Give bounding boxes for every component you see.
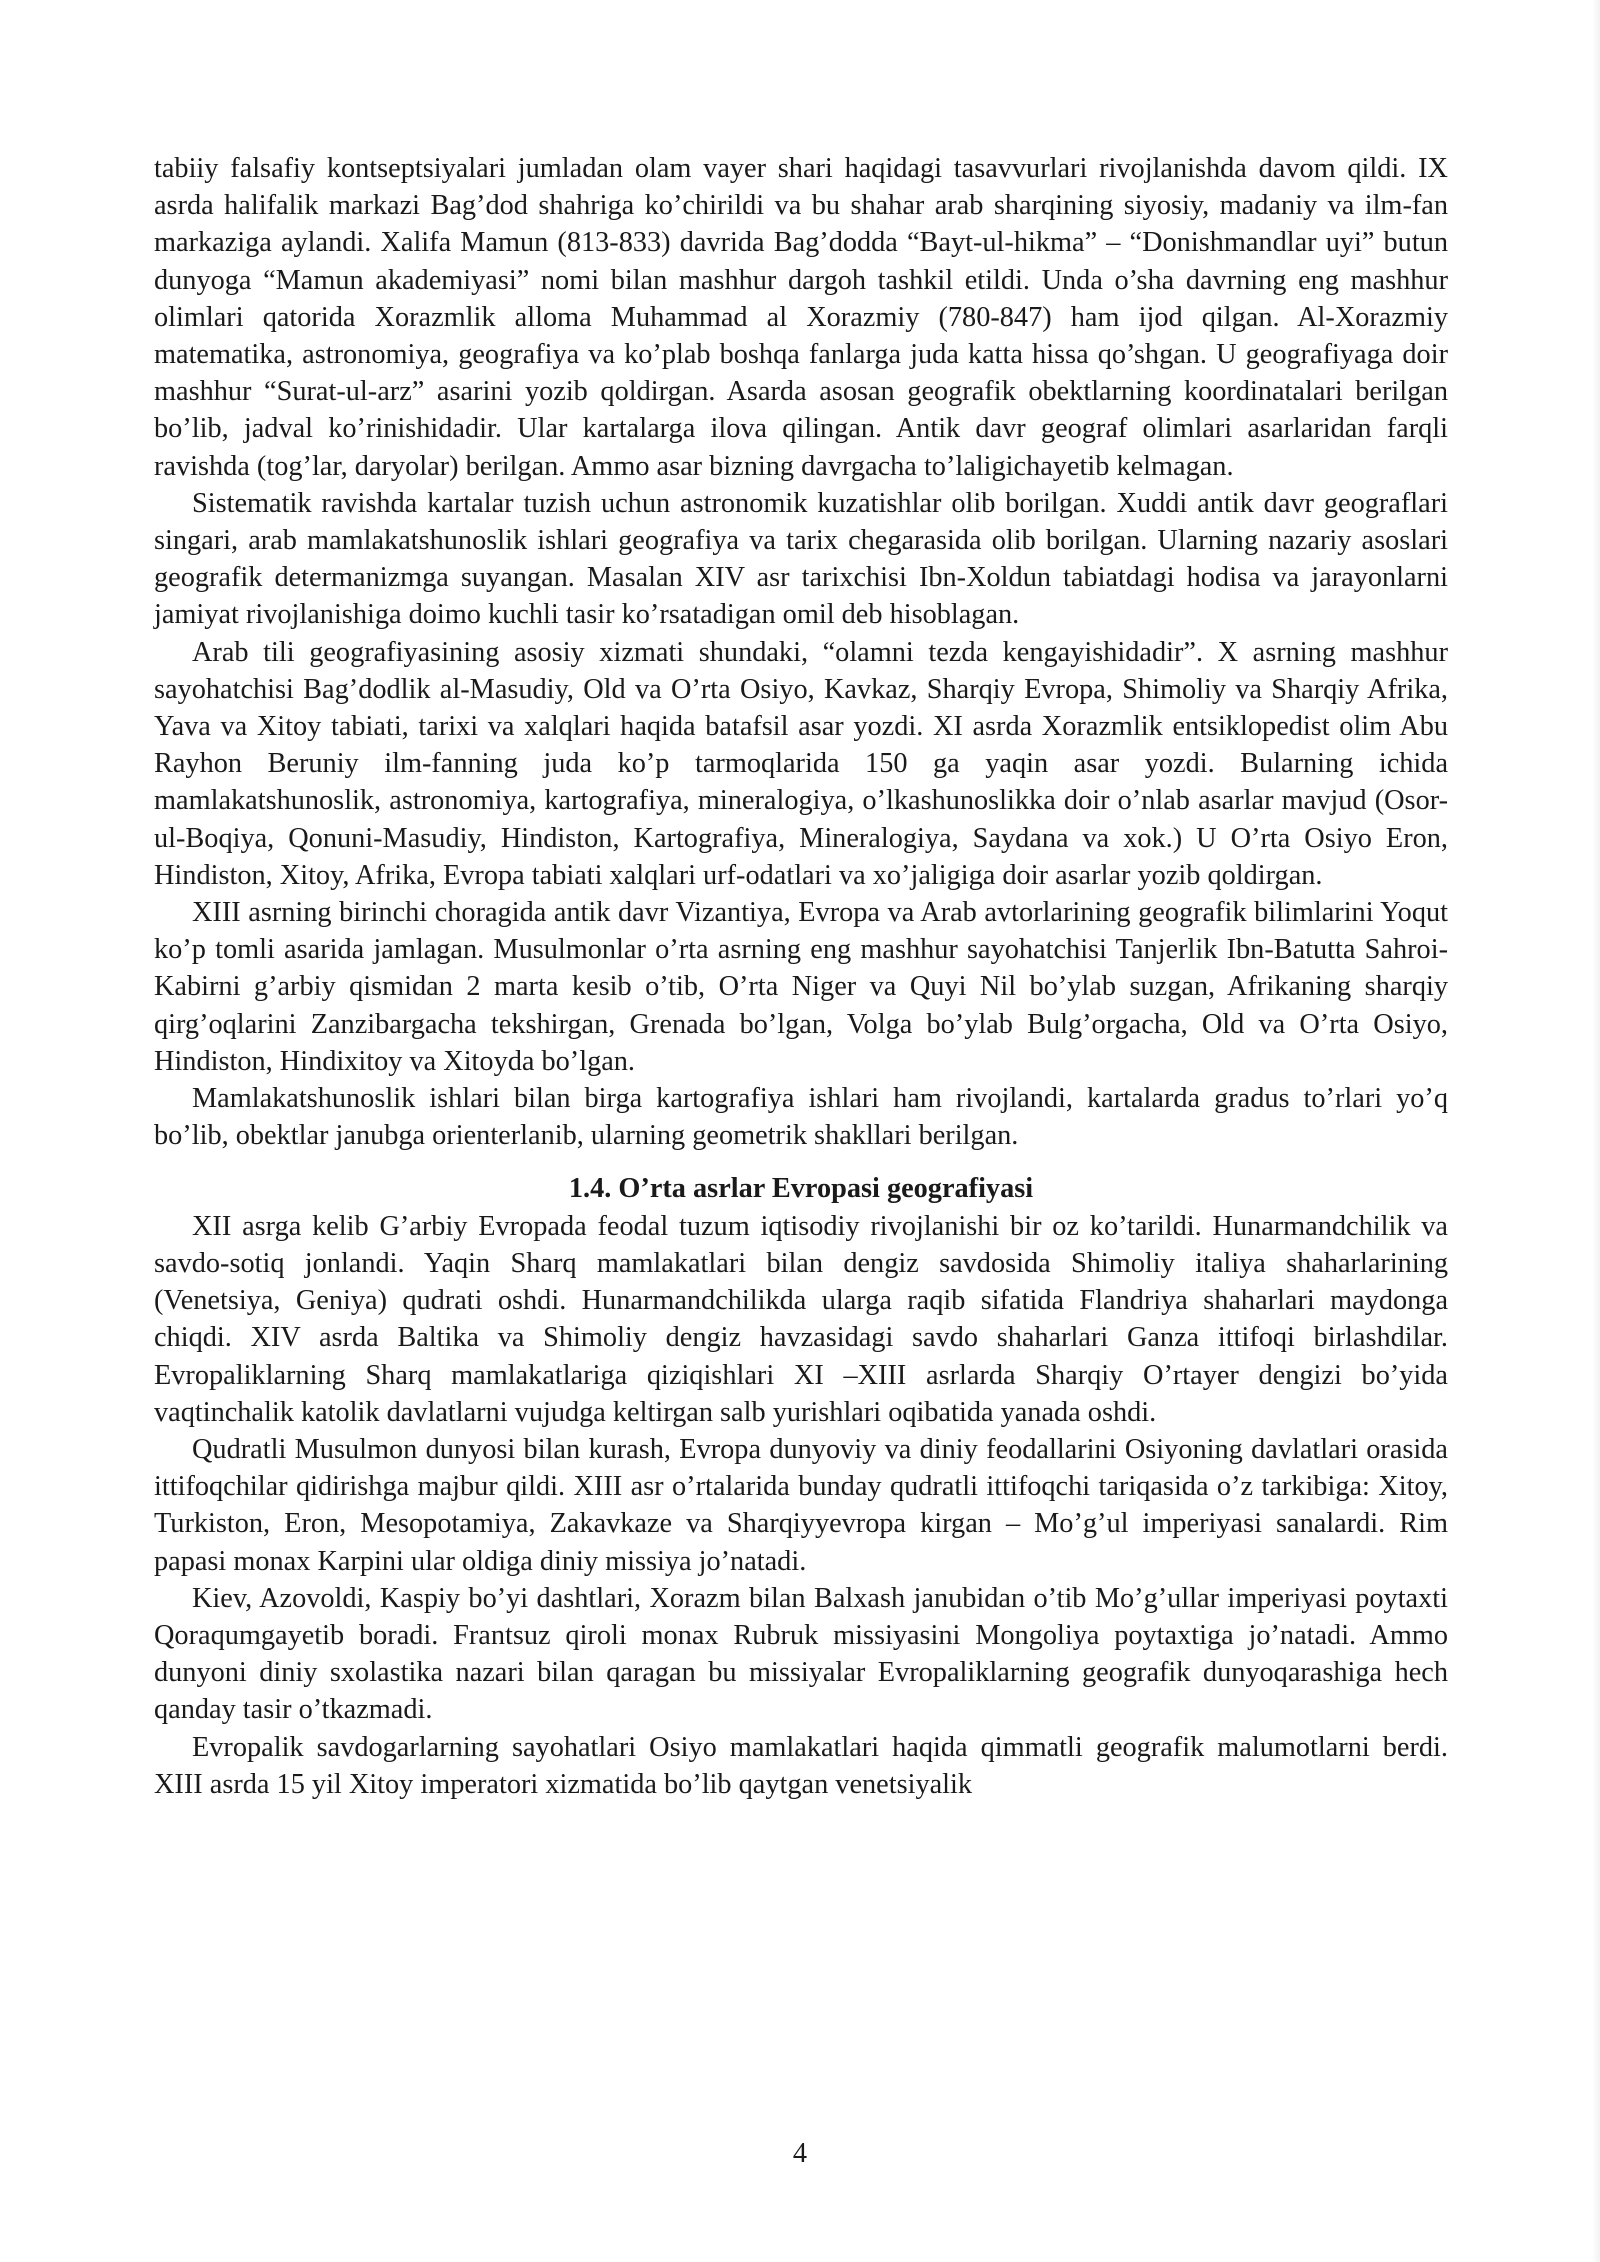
paragraph: Evropalik savdogarlarning sayohatlari Osiyo mamlakatlari haqida qimmatli geografik malumotlarni berdi. XIII asrda 15 yil Xitoy imperatori xizmatida bo’lib qaytgan venetsiyalik (154, 1731, 1448, 1800)
paragraph: Kiev, Azovoldi, Kaspiy bo’yi dashtlari, Xorazm bilan Balxash janubidan o’tib Mo’g’ullar imperiyasi poytaxti Qoraqumgayetib boradi. Frantsuz qiroli monax Rubruk missiyasini Mongoliya poytaxtiga jo’natadi. Ammo dunyoni diniy sxolastika nazari bilan qaragan bu missiyalar Evropaliklarning geografik dunyoqarashiga hech qanday tasir o’tkazmadi. (154, 1582, 1448, 1726)
document-body (154, 150, 1448, 1803)
paragraph: XII asrga kelib G’arbiy Evropada feodal tuzum iqtisodiy rivojlanishi bir oz ko’tarildi. Hunarmandchilik va savdo-sotiq jonlandi. Yaqin Sharq mamlakatlari bilan dengiz savdosida Shimoliy italiya shaharlarining (Venetsiya, Geniya) qudrati oshdi. Hunarmandchilikda ularga raqib sifatida Flandriya shaharlari maydonga chiqdi. XIV asrda Baltika va Shimoliy dengiz havzasidagi savdo shaharlari Ganza ittifoqi birlashdilar. Evropaliklarning Sharq mamlakatlariga qiziqishlari XI –XIII asrlarda Sharqiy O’rtayer dengizi bo’yida vaqtinchalik katolik davlatlarni vujudga keltirgan salb yurishlari oqibatida yanada oshdi. (154, 1210, 1448, 1428)
paragraph: Arab tili geografiyasining asosiy xizmati shundaki, “olamni tezda kengayishidadir”. X asrning mashhur sayohatchisi Bag’dodlik al-Masudiy, Old va O’rta Osiyo, Kavkaz, Sharqiy Evropa, Shimoliy va Sharqiy Afrika, Yava va Xitoy tabiati, tarixi va xalqlari haqida batafsil asar yozdi. XI asrda Xorazmlik entsiklopedist olim Abu Rayhon Beruniy ilm-fanning juda ko’p tarmoqlarida 150 ga yaqin asar yozdi. Bularning ichida mamlakatshunoslik, astronomiya, kartografiya, mineralogiya, o’lkashunoslikka doir o’nlab asarlar mavjud (Osor-ul-Boqiya, Qonuni-Masudiy, Hindiston, Kartografiya, Mineralogiya, Saydana va xok.) U O’rta Osiyo Eron, Hindiston, Xitoy, Afrika, Evropa tabiati xalqlari urf-odatlari va xo’jaligiga doir asarlar yozib qoldirgan. (154, 636, 1448, 891)
page-number: 4 (792, 2138, 808, 2169)
paragraph: Qudratli Musulmon dunyosi bilan kurash, Evropa dunyoviy va diniy feodallarini Osiyoning davlatlari orasida ittifoqchilar qidirishga majbur qildi. XIII asr o’rtalarida bunday qudratli ittifoqchi tariqasida o’z tarkibiga: Xitoy, Turkiston, Eron, Mesopotamiya, Zakavkaze va Sharqiyyevropa kirgan – Mo’g’ul imperiyasi sanalardi. Rim papasi monax Karpini ular oldiga diniy missiya jo’natadi. (154, 1433, 1448, 1577)
paragraph: Sistematik ravishda kartalar tuzish uchun astronomik kuzatishlar olib borilgan. Xuddi antik davr geograflari singari, arab mamlakatshunoslik ishlari geografiya va tarix chegarasida olib borilgan. Ularning nazariy asoslari geografik determanizmga suyangan. Masalan XIV asr tarixchisi Ibn-Xoldun tabiatdagi hodisa va jarayonlarni jamiyat rivojlanishiga doimo kuchli tasir ko’rsatadigan omil deb hisoblagan. (154, 487, 1448, 631)
page-edge-shadow (1592, 0, 1600, 2262)
section-heading: 1.4. O’rta asrlar Evropasi geografiyasi (568, 1173, 1034, 1205)
paragraph: XIII asrning birinchi choragida antik davr Vizantiya, Evropa va Arab avtorlarining geografik bilimlarini Yoqut ko’p tomli asarida jamlagan. Musulmonlar o’rta asrning eng mashhur sayohatchisi Tanjerlik Ibn-Batutta Sahroi-Kabirni g’arbiy qismidan 2 marta kesib o’tib, O’rta Niger va Quyi Nil bo’ylab suzgan, Afrikaning sharqiy qirg’oqlarini Zanzibargacha tekshirgan, Grenada bo’lgan, Volga bo’ylab Bulg’orgacha, Old va O’rta Osiyo, Hindiston, Hindixitoy va Xitoyda bo’lgan. (154, 897, 1448, 1077)
paragraph: tabiiy falsafiy kontseptsiyalari jumladan olam vayer shari haqidagi tasavvurlari rivojlanishda davom qildi. IX asrda halifalik markazi Bag’dod shahriga ko’chirildi va bu shahar arab sharqining siyosiy, madaniy va ilm-fan markaziga aylandi. Xalifa Mamun (813-833) davrida Bag’dodda “Bayt-ul-hikma” – “Donishmandlar uyi” butun dunyoga “Mamun akademiyasi” nomi bilan mashhur dargoh tashkil etildi. Unda o’sha davrning eng mashhur olimlari qatorida Xorazmlik alloma Muhammad al Xorazmiy (780-847) ham ijod qilgan. Al-Xorazmiy matematika, astronomiya, geografiya va ko’plab boshqa fanlarga juda katta hissa qo’shgan. U geografiyaga doir mashhur “Surat-ul-arz” asarini yozib qoldirgan. Asarda asosan geografik obektlarning koordinatalari berilgan bo’lib, jadval ko’rinishidadir. Ular kartalarga ilova qilingan. Antik davr geograf olimlari asarlaridan farqli ravishda (tog’lar, daryolar) berilgan. Ammo asar bizning davrgacha to’laligichayetib kelmagan. (154, 153, 1448, 482)
paragraph: Mamlakatshunoslik ishlari bilan birga kartografiya ishlari ham rivojlandi, kartalarda gradus to’rlari yo’q bo’lib, obektlar janubga orienterlanib, ularning geometrik shakllari berilgan. (154, 1083, 1448, 1152)
